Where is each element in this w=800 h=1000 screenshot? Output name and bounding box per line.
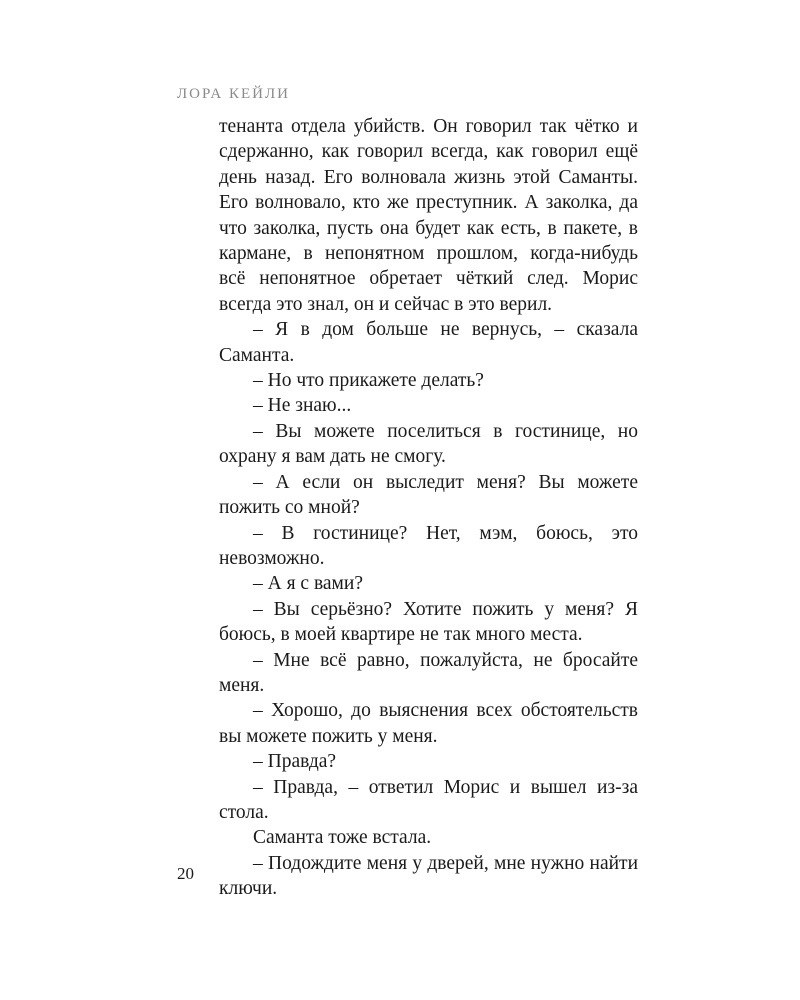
paragraph: Саманта тоже встала. <box>253 827 432 849</box>
dialogue-line: – Вы можете поселиться в гостинице, но охрану я вам дать не смогу. <box>219 420 638 468</box>
dialogue-line: – Я в дом больше не вернусь, – сказала Саманта. <box>219 319 638 366</box>
dialogue-line: – Но что прикажете делать? <box>253 370 484 392</box>
running-head: ЛОРА КЕЙЛИ <box>177 86 291 102</box>
body-text <box>219 114 638 902</box>
dialogue-line: – Мне всё равно, пожалуйста, не бросайте меня. <box>219 649 638 696</box>
paragraph: тенанта отдела убийств. Он говорил так чётко и сдержанно, как говорил всегда, как говорил ещё день назад. Его волновала жизнь этой Саманты. Его волновало, кто же преступник. А заколка, да что заколка, пусть она будет как есть, в пакете, в кармане, в непонятном прошлом, когда-нибудь всё непонятное обретает чёткий след. Морис всегда это знал, он и сейчас в это верил. <box>219 116 638 315</box>
dialogue-line: – В гостинице? Нет, мэм, боюсь, это невозможно. <box>219 522 638 569</box>
dialogue-line: – Правда? <box>253 751 337 773</box>
dialogue-line: – Подождите меня у дверей, мне нужно найти ключи. <box>219 852 638 900</box>
dialogue-line: – Не знаю... <box>253 395 352 417</box>
dialogue-line: – Вы серьёзно? Хотите пожить у меня? Я боюсь, в моей квартире не так много места. <box>219 598 638 646</box>
dialogue-line: – А если он выследит меня? Вы можете пожить со мной? <box>219 471 638 519</box>
dialogue-line: – Правда, – ответил Морис и вышел из-за стола. <box>219 776 638 823</box>
dialogue-line: – А я с вами? <box>253 573 363 595</box>
dialogue-line: – Хорошо, до выяснения всех обстоятельств вы можете пожить у меня. <box>219 700 638 747</box>
page-number: 20 <box>177 864 194 883</box>
